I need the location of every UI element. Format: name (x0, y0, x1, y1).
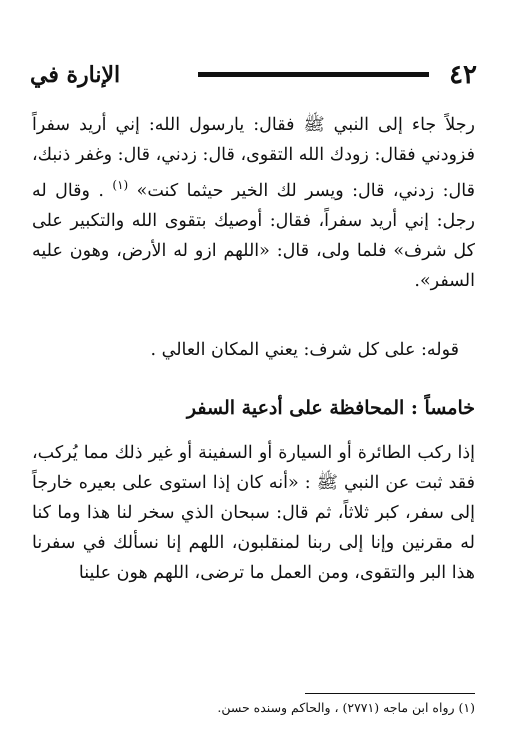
running-title: الإنارة في (30, 62, 121, 88)
section-heading: خامساً : المحافظة على أدعية السفر (186, 397, 475, 419)
footnote: (١) رواه ابن ماجه (٢٧٧١) ، والحاكم وسنده حسن. (217, 700, 475, 715)
paragraph-travel-dua: إذا ركب الطائرة أو السيارة أو السفينة أو غير ذلك مما يُركب، فقد ثبت عن النبي ﷺ : «أنه كان إذا استوى على بعيره خارجاً إلى سفر، كبر ثلاثاً، ثم قال: سبحان الذي سخر لنا هذا وما كنا له مقرنين وإنا إلى ربنا لمنقلبون، اللهم إنا نسألك في سفرنا هذا البر والتقوى، ومن العمل ما ترضى، اللهم هون علينا (32, 443, 475, 583)
paragraph-hadith-text-2: . وقال له رجل: إني أريد سفراً، فقال: أوصيك بتقوى الله والتكبير على كل شرف» فلما ولى، قال: «اللهم ازو له الأرض، وهون عليه السفر». (32, 180, 475, 291)
footnote-marker: (١) (112, 178, 129, 192)
page-header (30, 58, 477, 92)
footnote-divider (305, 693, 475, 694)
paragraph-explanation: قوله: على كل شرف: يعني المكان العالي . (150, 340, 459, 360)
paragraph-hadith (32, 110, 475, 296)
header-rule (198, 72, 429, 77)
page-number: ٤٢ (449, 60, 477, 90)
paragraph-hadith-text-1: رجلاً جاء إلى النبي ﷺ فقال: يارسول الله: إني أريد سفراً فزودني فقال: زودك الله التقوى، قال: زدني، قال: وغفر ذنبك، قال: زدني، قال: ويسر لك الخير حيثما كنت» (32, 115, 475, 201)
